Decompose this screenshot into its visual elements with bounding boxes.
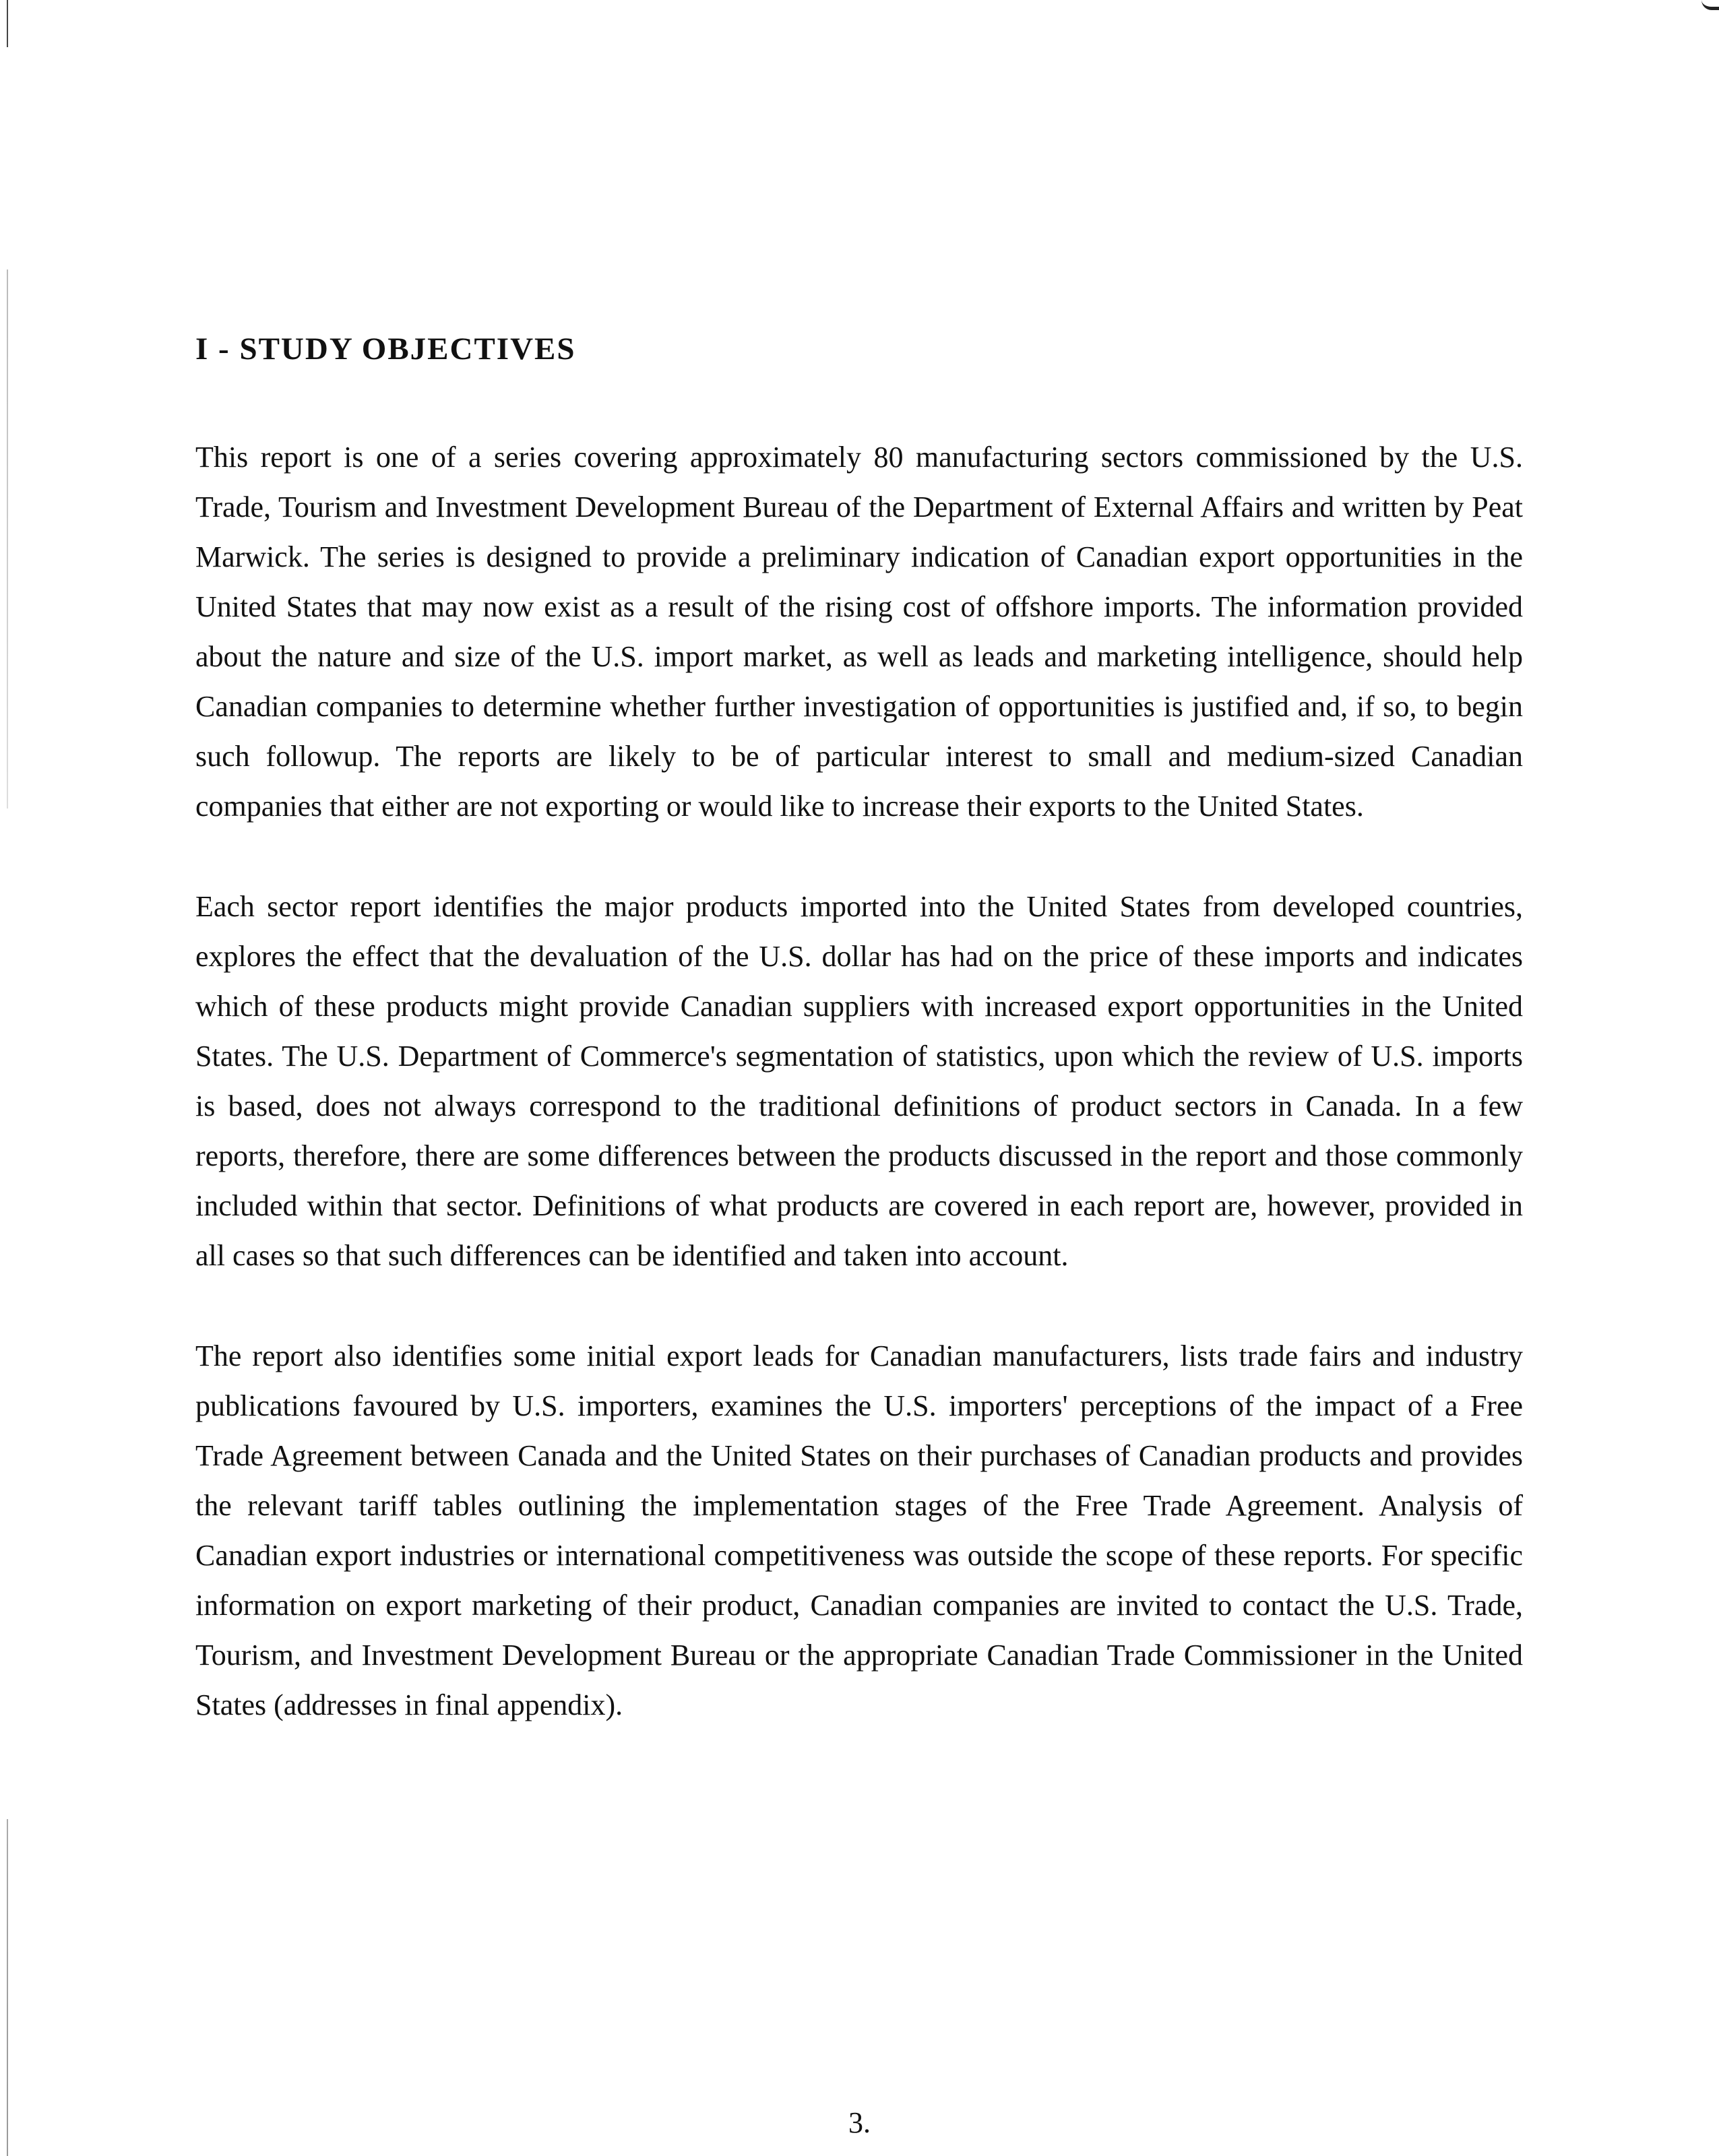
- paragraph-study-series: This report is one of a series covering approximately 80 manufacturing sectors commissioned by the U.S. Trade, Tourism and Investment Development Bureau of the Department of External Affairs and written by Peat Marwick. The series is designed to provide a preliminary indication of Canadian export opportunities in the United States that may now exist as a result of the rising cost of offshore imports. The information provided about the nature and size of the U.S. import market, as well as leads and marketing intelligence, should help Canadian companies to determine whether further investigation of opportunities is justified and, if so, to begin such followup. The reports are likely to be of particular interest to small and medium-sized Canadian companies that either are not exporting or would like to increase their exports to the United States.: [195, 441, 1523, 823]
- paragraph-export-leads: The report also identifies some initial export leads for Canadian manufacturers, lists trade fairs and industry publications favoured by U.S. importers, examines the U.S. importers' perceptions of the impact of a Free Trade Agreement between Canada and the United States on their purchases of Canadian products and provides the relevant tariff tables outlining the implementation stages of the Free Trade Agreement. Analysis of Canadian export industries or international competitiveness was outside the scope of these reports. For specific information on export marketing of their product, Canadian companies are invited to contact the U.S. Trade, Tourism, and Investment Development Bureau or the appropriate Canadian Trade Commissioner in the United States (addresses in final appendix).: [195, 1339, 1523, 1722]
- page-content: [195, 330, 1523, 1781]
- scan-corner-mark: [1701, 0, 1719, 10]
- paragraph-sector-report: Each sector report identifies the major products imported into the United States from developed countries, explores the effect that the devaluation of the U.S. dollar has had on the price of these imports and indicates which of these products might provide Canadian suppliers with increased export opportunities in the United States. The U.S. Department of Commerce's segmentation of statistics, upon which the review of U.S. imports is based, does not always correspond to the traditional definitions of product sectors in Canada. In a few reports, therefore, there are some differences between the products discussed in the report and those commonly included within that sector. Definitions of what products are covered in each report are, however, provided in all cases so that such differences can be identified and taken into account.: [195, 890, 1523, 1273]
- section-heading: I - STUDY OBJECTIVES: [195, 331, 576, 367]
- scan-edge-mark: [7, 0, 8, 2156]
- page-number: 3.: [848, 2106, 871, 2139]
